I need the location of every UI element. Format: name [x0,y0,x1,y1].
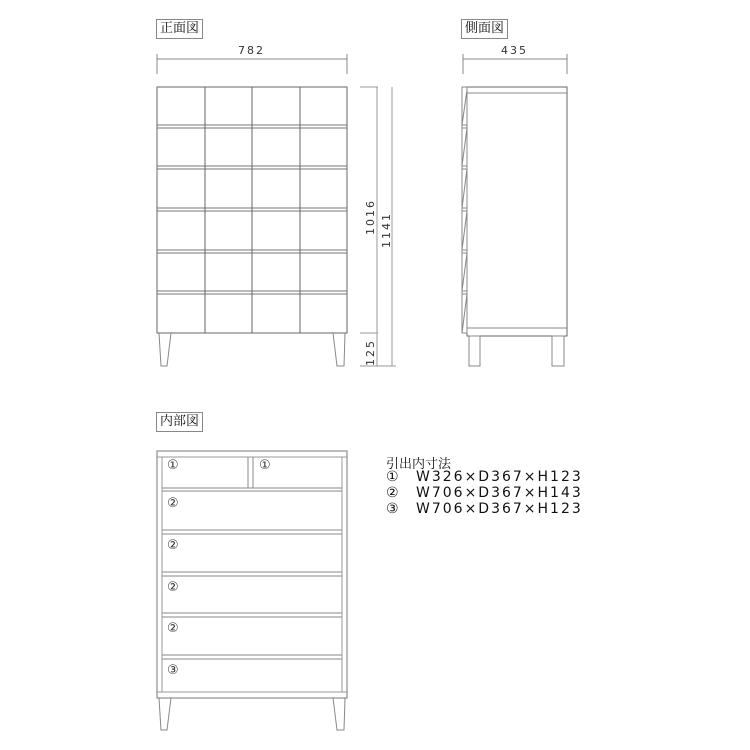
interior-view-drawing [157,451,347,730]
side-view-title: 側面図 [461,19,508,39]
spec-value-1: W326×D367×H123 [416,469,583,485]
drawer-marker-2d: ② [167,621,179,636]
interior-view-title: 内部図 [156,412,203,432]
spec-mark-1: ① [386,469,399,485]
total-height-dimension: 1141 [380,212,393,248]
front-width-dim-line [157,54,347,74]
spec-row-2 [386,485,583,501]
front-view-title: 正面図 [156,19,203,39]
spec-mark-2: ② [386,485,399,501]
spec-row-1 [386,469,583,485]
front-view-drawing [157,87,347,366]
spec-mark-3: ③ [386,501,399,517]
drawer-marker-2b: ② [167,538,179,553]
drawer-marker-2c: ② [167,580,179,595]
leg-height-dimension: 125 [364,339,377,366]
front-legs [159,333,345,366]
drawer-marker-1-left: ① [167,458,179,473]
spec-value-3: W706×D367×H123 [416,501,583,517]
side-legs [469,336,564,366]
drawer-marker-1-right: ① [259,458,271,473]
side-view-drawing [462,87,567,366]
body-height-dimension: 1016 [364,199,377,235]
height-dim-lines [360,87,396,366]
spec-value-2: W706×D367×H143 [416,485,583,501]
front-width-dimension: 782 [238,44,265,57]
interior-legs [159,698,345,730]
spec-row-3 [386,501,583,517]
drawer-marker-3: ③ [167,663,179,678]
side-depth-dim-line [463,54,567,74]
drawer-marker-2a: ② [167,496,179,511]
side-depth-dimension: 435 [501,44,528,57]
inner-dimensions-title: 引出内寸法 [386,457,452,472]
